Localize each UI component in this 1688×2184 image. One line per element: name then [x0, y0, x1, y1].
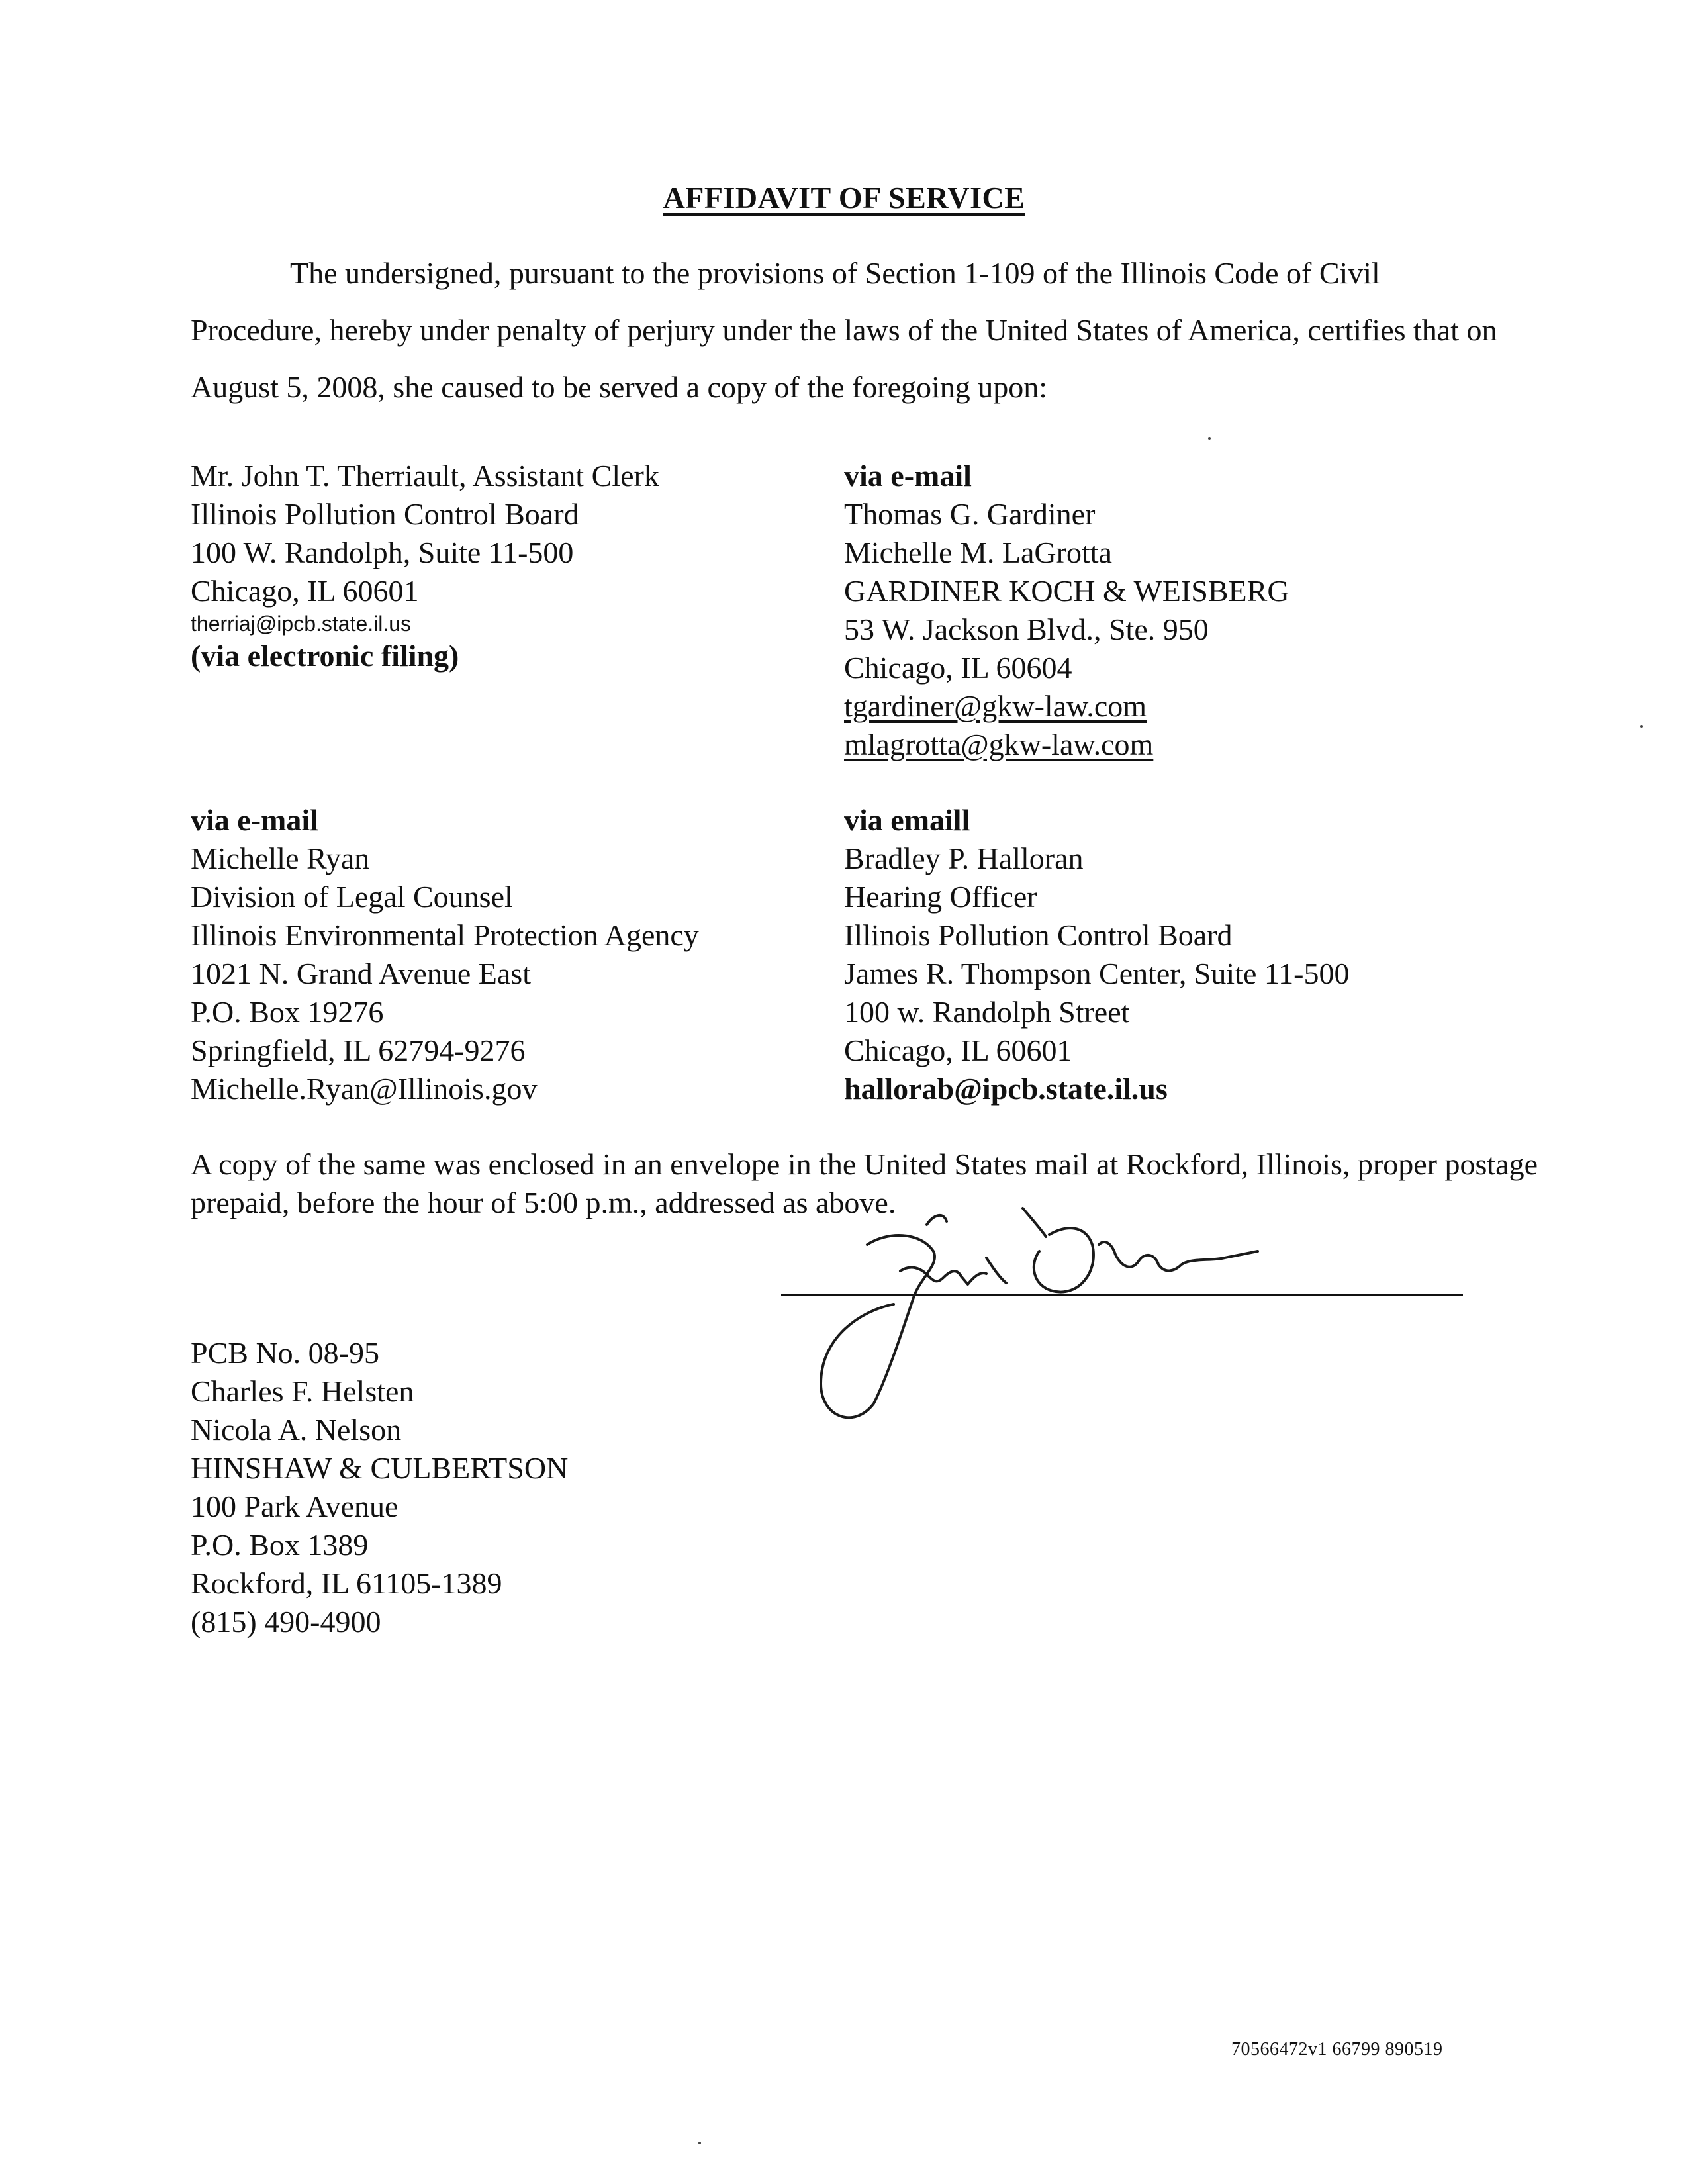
- halloran-line: Illinois Pollution Control Board: [844, 918, 1233, 952]
- mailing-statement: A copy of the same was enclosed in an envelope in the United States mail at Rockford, Illinois, proper postage prepaid, before the hour of 5:00 p.m., addressed as above.: [191, 1147, 1538, 1219]
- page-title: AFFIDAVIT OF SERVICE: [663, 181, 1025, 214]
- clerk-email: therriaj@ipcb.state.il.us: [191, 612, 412, 636]
- scan-speck: [1640, 725, 1643, 728]
- clerk-line: 100 W. Randolph, Suite 11-500: [191, 536, 574, 569]
- counsel-line: HINSHAW & CULBERTSON: [191, 1451, 569, 1485]
- halloran-line: Bradley P. Halloran: [844, 841, 1084, 875]
- gardiner-line: Thomas G. Gardiner: [844, 497, 1096, 531]
- recipient-halloran: [844, 801, 1350, 1108]
- scan-speck: [698, 2142, 701, 2144]
- counsel-line: 100 Park Avenue: [191, 1490, 399, 1523]
- ryan-line: Springfield, IL 62794-9276: [191, 1033, 526, 1067]
- ryan-line: Michelle Ryan: [191, 841, 370, 875]
- halloran-email: hallorab@ipcb.state.il.us: [844, 1072, 1168, 1106]
- halloran-line: 100 w. Randolph Street: [844, 995, 1130, 1029]
- gardiner-line: Michelle M. LaGrotta: [844, 536, 1112, 569]
- clerk-line: Chicago, IL 60601: [191, 574, 419, 608]
- ryan-line: P.O. Box 19276: [191, 995, 384, 1029]
- recipient-gardiner: [844, 457, 1289, 764]
- gardiner-line: 53 W. Jackson Blvd., Ste. 950: [844, 612, 1209, 646]
- clerk-line: Mr. John T. Therriault, Assistant Clerk: [191, 459, 659, 493]
- case-number: PCB No. 08-95: [191, 1336, 379, 1370]
- gardiner-email-link[interactable]: tgardiner@gkw-law.com: [844, 689, 1147, 723]
- gardiner-line: Chicago, IL 60604: [844, 651, 1072, 685]
- ryan-email: Michelle.Ryan@Illinois.gov: [191, 1072, 538, 1106]
- lagrotta-email-link[interactable]: mlagrotta@gkw-law.com: [844, 728, 1154, 761]
- ryan-delivery-method: via e-mail: [191, 803, 318, 837]
- recipient-ryan: [191, 801, 699, 1108]
- counsel-line: P.O. Box 1389: [191, 1528, 369, 1562]
- gardiner-line: GARDINER KOCH & WEISBERG: [844, 574, 1289, 608]
- counsel-line: Charles F. Helsten: [191, 1374, 414, 1408]
- ryan-line: Illinois Environmental Protection Agency: [191, 918, 699, 952]
- halloran-delivery-method: via emaill: [844, 803, 970, 837]
- halloran-line: James R. Thompson Center, Suite 11-500: [844, 957, 1350, 990]
- gardiner-delivery-method: via e-mail: [844, 459, 972, 493]
- halloran-line: Chicago, IL 60601: [844, 1033, 1072, 1067]
- intro-paragraph: [191, 245, 1515, 416]
- clerk-delivery-method: (via electronic filing): [191, 639, 459, 673]
- handwritten-signature: [788, 1205, 1291, 1430]
- counsel-line: Nicola A. Nelson: [191, 1413, 402, 1447]
- halloran-line: Hearing Officer: [844, 880, 1037, 914]
- scan-speck: [1208, 437, 1211, 440]
- document-id: 70566472v1 66799 890519: [1231, 2039, 1443, 2060]
- ryan-line: Division of Legal Counsel: [191, 880, 513, 914]
- clerk-line: Illinois Pollution Control Board: [191, 497, 579, 531]
- ryan-line: 1021 N. Grand Avenue East: [191, 957, 531, 990]
- intro-text: The undersigned, pursuant to the provisions of Section 1-109 of the Illinois Code of Civil Procedure, hereby under penalty of perjury under the laws of the United States of America, certifies that on August 5, 2008, she caused to be served a copy of the foregoing upon:: [191, 256, 1497, 404]
- counsel-block: [191, 1334, 568, 1641]
- counsel-phone: (815) 490-4900: [191, 1605, 381, 1638]
- recipient-clerk: [191, 457, 659, 675]
- counsel-line: Rockford, IL 61105-1389: [191, 1566, 502, 1600]
